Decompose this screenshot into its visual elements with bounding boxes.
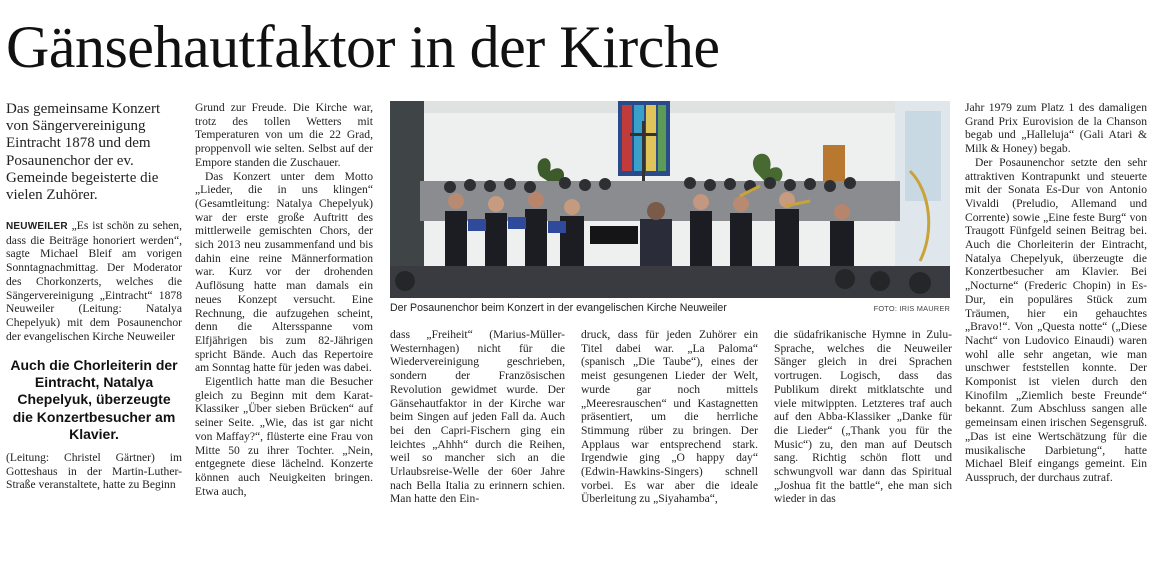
headline: Gänsehautfaktor in der Kirche: [6, 14, 720, 80]
paragraph: Das Konzert unter dem Motto „Lieder, die in uns klingen“ (Gesamtleitung: Natalya Chepelyuk) war der erste große Auftritt des mittlerweile gemischten Chors, der sich 2013 neu zusammenfand und bis dahin eine reine Männerformation war. Kurz vor der drohenden Auflösung hatte man damals ein neues Konzept versucht. Eine Rechnung, die aufzugehen scheint, denn die Altersspanne vom Elfjährigen bis zum 82-Jährigen spricht Bände. Auch das Repertoire am Sonntag hatte für jeden was dabei.: [195, 169, 373, 375]
column-1-continued: [6, 451, 182, 492]
photo-caption: [390, 302, 950, 316]
caption-text: Der Posaunenchor beim Konzert in der evangelischen Kirche Neuweiler: [390, 302, 727, 314]
paragraph-text: „Es ist schön zu sehen, dass die Beiträge honoriert werden“, sagte Michael Bleif am vorigen Sonntagnachmittag. Der Moderator des Chorkonzerts, welches die Sängervereinigung „Eintracht“ 1878 Neuweiler (Leitung: Natalya Chepelyuk) mit dem Posaunenchor der evangelischen Kirche Neuweiler: [6, 219, 182, 343]
column-5: [774, 328, 952, 506]
photo-credit: FOTO: IRIS MAURER: [873, 304, 950, 313]
concert-photo: [390, 101, 950, 298]
paragraph: [6, 219, 182, 343]
paragraph: (Leitung: Christel Gärtner) im Gotteshaus in der Martin-Luther-Straße veranstaltete, hatte zu Beginn: [6, 451, 182, 492]
paragraph: Jahr 1979 zum Platz 1 des damaligen Grand Prix Eurovision de la Chanson begab und „Halleluja“ (Gali Atari & Milk & Honey) begab.: [965, 101, 1147, 156]
column-6: [965, 101, 1147, 485]
paragraph: Grund zur Freude. Die Kirche war, trotz des tollen Wetters mit Temperaturen von um die 22 Grad, proppenvoll wie selten. Selbst auf der Empore standen die Zuschauer.: [195, 101, 373, 169]
column-2: [195, 101, 373, 498]
paragraph: Eigentlich hatte man die Besucher gleich zu Beginn mit dem Karat-Klassiker „Über sieben Brücken“ auf seiner Seite. „Wie, das ist gar nicht von Maffay?“, flüsterte eine Frau von Mitte 50 zu ihrer Tochter. „Nein, entgegnete diese lächelnd. Konzerte können auch Neuigkeiten bringen. Etwa auch,: [195, 375, 373, 498]
dateline: NEUWEILER: [6, 221, 68, 232]
paragraph: die südafrikanische Hymne in Zulu-Sprache, welches die Neuweiler Sänger gleich in drei Sprachen vortrugen. Logisch, dass das Publikum direkt mitklatschte und viele mitwippten. Letzteres traf auch auf den Abba-Klassiker „Danke für die Lieder“ („Thank you für the Music“) zu, den man auf Deutsch sang. Richtig schön flott und schwungvoll war dann das Spiritual „Joshua fit the battle“, ehe man sich wieder in das: [774, 328, 952, 506]
paragraph: druck, dass für jeden Zuhörer ein Titel dabei war. „La Paloma“ (spanisch „Die Taube“), eines der meist gesungenen Lieder der Welt, wurde gar noch mittels „Meeresrauschen“ und Kastagnetten präsentiert, um die herrliche Stimmung rüber zu bringen. Der Applaus war entsprechend stark. Irgendwie ging „O happy day“ (Edwin-Hawkins-Singers) schnell vorbei. Es war aber die ideale Überleitung zu „Siyahamba“,: [581, 328, 758, 506]
article-intro: Das gemeinsame Konzert von Sängervereinigung Eintracht 1878 und dem Posaunenchor der ev. Gemeinde begeisterte die vielen Zuhörer.: [6, 101, 161, 204]
paragraph: Der Posaunenchor setzte den sehr attraktiven Kontrapunkt und steuerte mit der Sonata Es-Dur von Antonio Vivaldi (Preludio, Allemand und Corrente) sowie „Eine feste Burg“ von Traugott Fünfgeld seinen Beitrag bei. Auch die Chorleiterin der Eintracht, Natalya Chepelyuk, überzeugte die Konzertbesucher am Klavier. Bei „Nocturne“ (Frederic Chopin) in Es-Dur, ein populäres Stück zum Träumen, hier ein gehauchtes „Bravo!“. Von „Questa notte“ („Diese Nacht“ von Ludovico Einaudi) waren wohl alle sehr angetan, wie man unschwer feststellen konnte. Der Komponist ist vielen durch den Kinofilm „Ziemlich beste Freunde“ bekannt. Zum Abschluss sangen alle gemeinsam einen irischen Segensgruß. „Das ist eine Wertschätzung für die musikalische Darbietung“, hatte Michael Bleif eingangs gemeint. Ein Ausspruch, der durchaus zutraf.: [965, 155, 1147, 484]
paragraph: dass „Freiheit“ (Marius-Müller-Westernhagen) nicht für die Wiedervereinigung geschrieben, sondern der Französischen Revolution gewidmet wurde. Der Gänsehautfaktor in der Kirche war beim Singen auf jeden Fall da. Auch bei den Capri-Fischern ging ein leichtes „Ahhh“ durch die Reihen, weil so mancher sich an die Urlaubsreise-Welle der 60er Jahre nach Bella Italia zu erinnern schien. Man hatte den Ein-: [390, 328, 565, 506]
pull-quote: Auch die Chorleiterin der Eintracht, Natalya Chepelyuk, überzeugte die Konzertbesucher am Klavier.: [10, 357, 178, 442]
column-3: [390, 328, 565, 506]
column-4: [581, 328, 758, 506]
column-1: [6, 219, 182, 343]
